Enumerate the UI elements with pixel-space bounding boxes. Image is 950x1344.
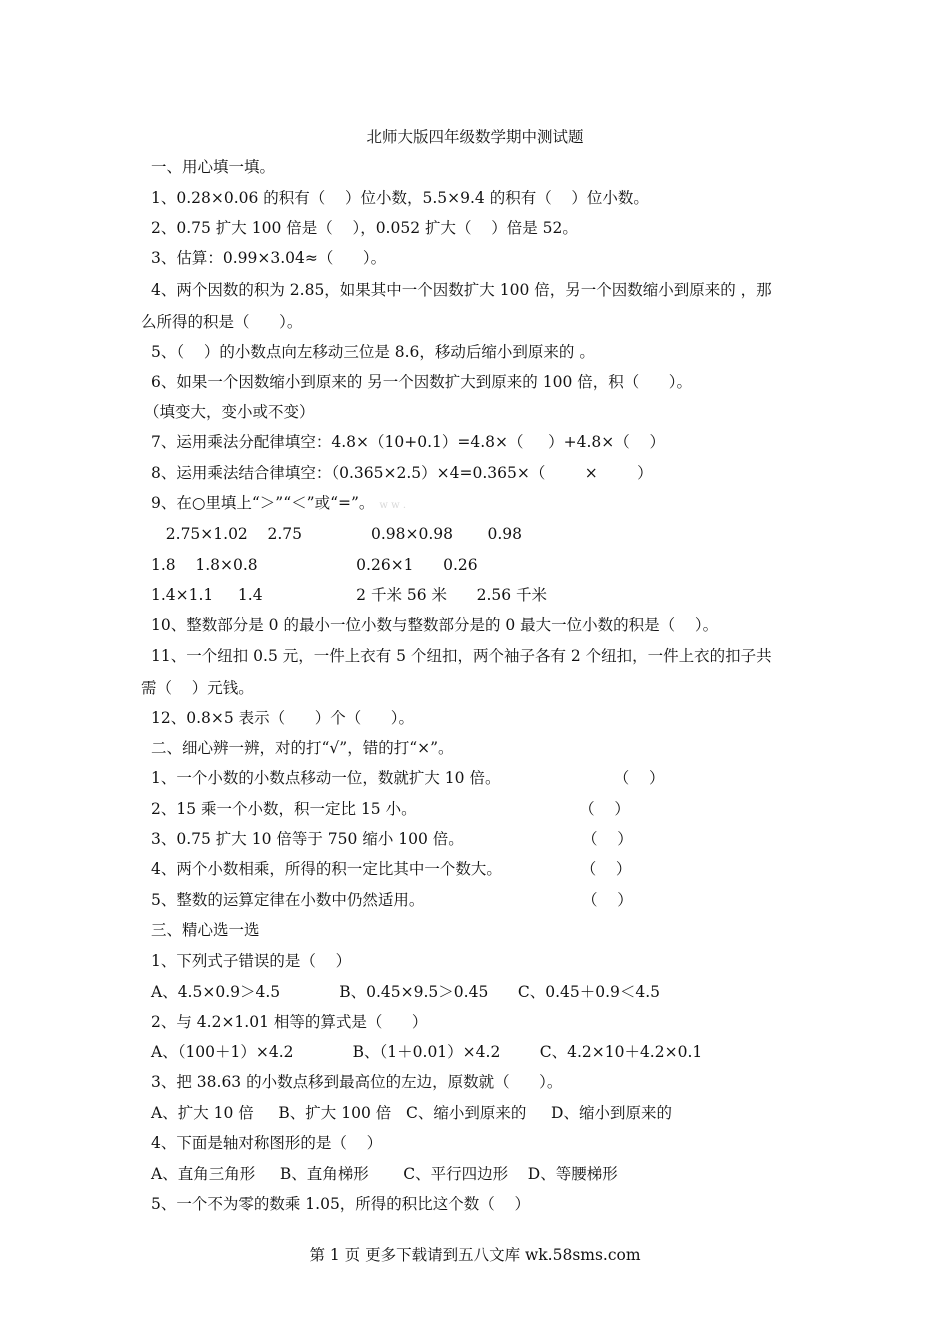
question-line: 10、整数部分是 0 的最小一位小数与整数部分是的 0 最大一位小数的积是（ ）。 <box>151 616 719 634</box>
choice-options: A、4.5×0.9＞4.5 B、0.45×9.5＞0.45 C、0.45＋0.9＜4.5 <box>151 983 661 1001</box>
comparison-row: 1.8 1.8×0.8 0.26×1 0.26 <box>151 556 478 574</box>
question-line: 9、在○里填上“＞”“＜”或“=”。 w w . <box>151 494 407 512</box>
choice-question: 1、下列式子错误的是（ ） <box>151 952 352 970</box>
section-heading-3: 三、精心选一选 <box>151 921 260 939</box>
page-title: 北师大版四年级数学期中测试题 <box>366 128 584 146</box>
question-line: 4、两个因数的积为 2.85，如果其中一个因数扩大 100 倍，另一个因数缩小到原来的 ，那 <box>151 281 772 299</box>
judge-line: 4、两个小数相乘，所得的积一定比其中一个数大。 （ ） <box>151 860 632 878</box>
choice-options: A、（100＋1）×4.2 B、（1＋0.01）×4.2 C、4.2×10＋4.2×0.1 <box>151 1043 703 1061</box>
choice-question: 5、一个不为零的数乘 1.05，所得的积比这个数（ ） <box>151 1195 531 1213</box>
question-line: 5、（ ）的小数点向左移动三位是 8.6，移动后缩小到原来的 。 <box>151 343 595 361</box>
section-heading-1: 一、用心填一填。 <box>151 158 276 176</box>
comparison-row: 2.75×1.02 2.75 0.98×0.98 0.98 <box>151 525 523 543</box>
question-line: 2、0.75 扩大 100 倍是（ ），0.052 扩大（ ）倍是 52。 <box>151 219 578 237</box>
question-line: 需（ ）元钱。 <box>141 679 254 697</box>
question-line: 11、一个纽扣 0.5 元，一件上衣有 5 个纽扣，两个袖子各有 2 个纽扣，一件上衣的扣子共 <box>151 647 772 665</box>
watermark-text: w w . <box>379 500 407 511</box>
choice-options: A、直角三角形 B、直角梯形 C、平行四边形 D、等腰梯形 <box>151 1165 618 1183</box>
judge-line: 5、整数的运算定律在小数中仍然适用。 （ ） <box>151 891 633 909</box>
question-note: （填变大，变小或不变） <box>144 403 315 421</box>
question-line: 7、运用乘法分配律填空：4.8×（10+0.1）=4.8×（ ）+4.8×（ ） <box>151 433 665 451</box>
question-line: 1、0.28×0.06 的积有（ ）位小数，5.5×9.4 的积有（ ）位小数。 <box>151 189 649 207</box>
question-line: 3、估算：0.99×3.04≈（ ）。 <box>151 249 387 267</box>
judge-line: 3、0.75 扩大 10 倍等于 750 缩小 100 倍。 （ ） <box>151 830 633 848</box>
choice-question: 3、把 38.63 的小数点移到最高位的左边，原数就（ ）。 <box>151 1073 563 1091</box>
choice-options: A、扩大 10 倍 B、扩大 100 倍 C、缩小到原来的 D、缩小到原来的 <box>151 1104 672 1122</box>
judge-line: 2、15 乘一个小数，积一定比 15 小。 （ ） <box>151 800 630 818</box>
comparison-row: 1.4×1.1 1.4 2 千米 56 米 2.56 千米 <box>151 586 548 604</box>
question-line: 8、运用乘法结合律填空：（0.365×2.5）×4=0.365×（ × ） <box>151 464 653 482</box>
question-line: 12、0.8×5 表示（ ）个（ ）。 <box>151 709 415 727</box>
choice-question: 4、下面是轴对称图形的是（ ） <box>151 1134 383 1152</box>
section-heading-2: 二、细心辨一辨，对的打“√”，错的打“×”。 <box>151 739 454 757</box>
choice-question: 2、与 4.2×1.01 相等的算式是（ ） <box>151 1013 428 1031</box>
question-line: 么所得的积是（ ）。 <box>141 313 303 331</box>
question-line: 6、如果一个因数缩小到原来的 另一个因数扩大到原来的 100 倍，积（ ）。 <box>151 373 693 391</box>
judge-line: 1、一个小数的小数点移动一位，数就扩大 10 倍。 （ ） <box>151 769 665 787</box>
page-footer: 第 1 页 更多下载请到五八文库 wk.58sms.com <box>309 1246 641 1264</box>
